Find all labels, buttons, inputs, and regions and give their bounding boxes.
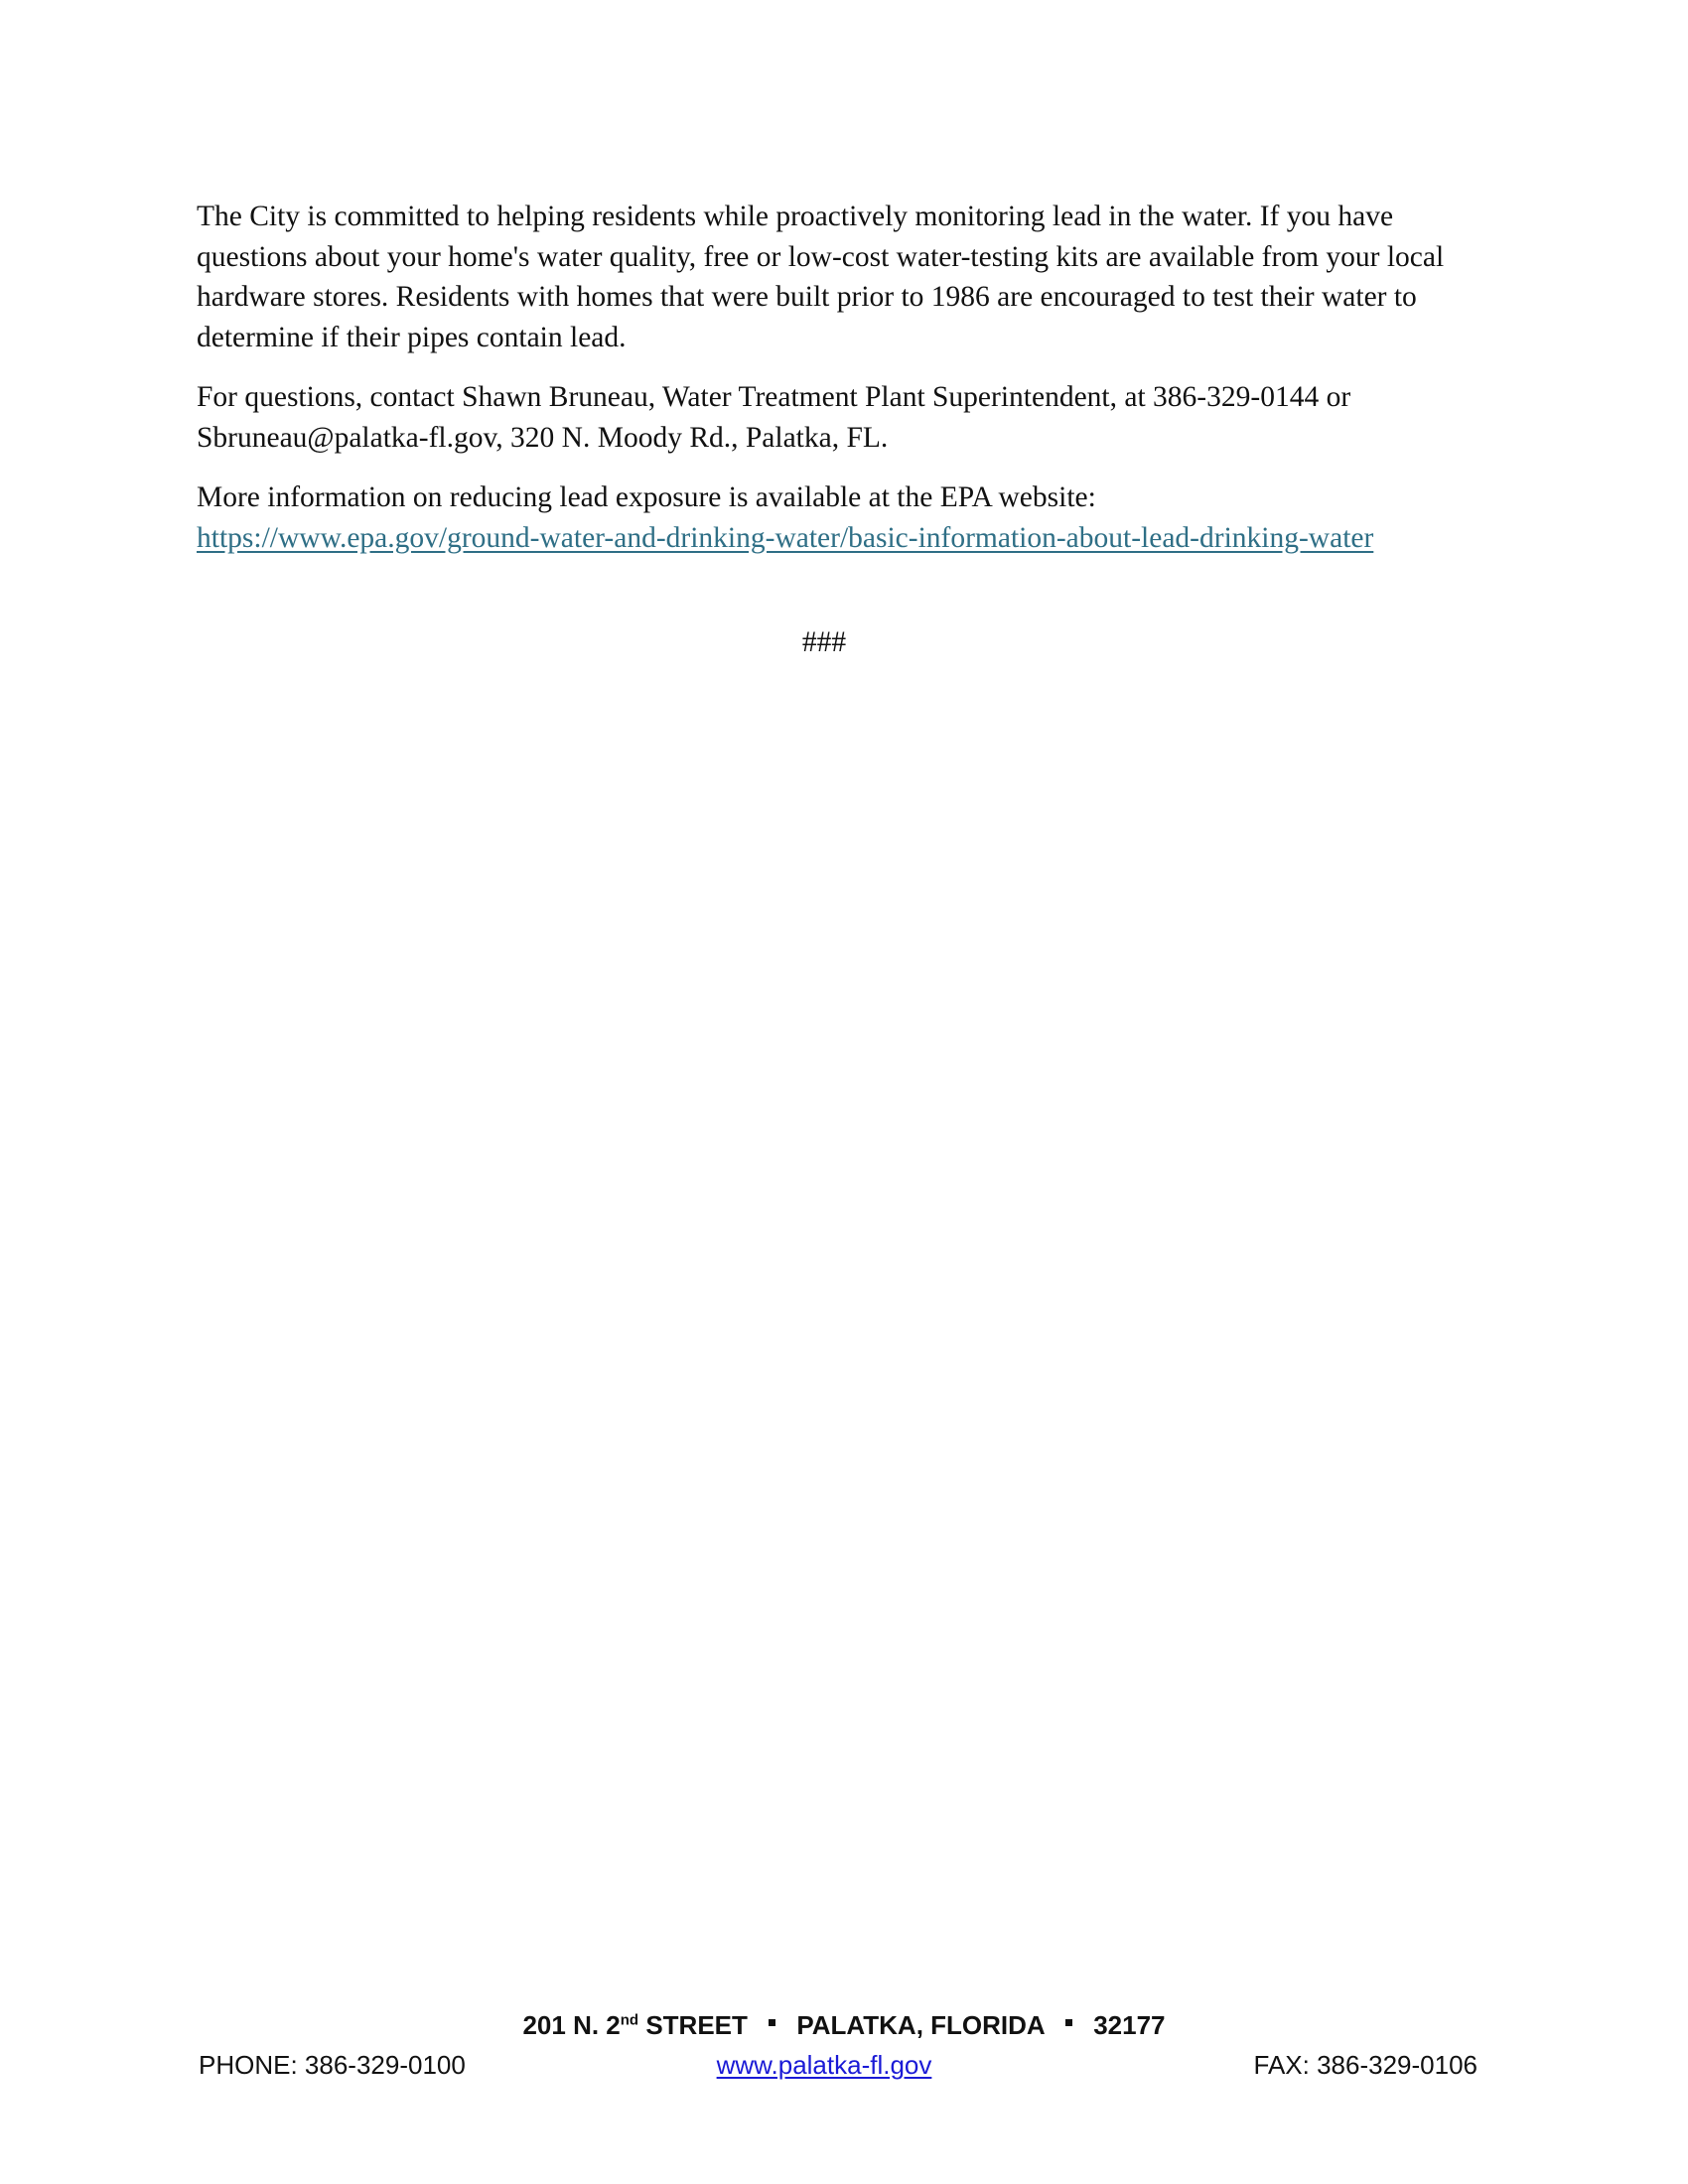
footer-address bbox=[0, 2007, 1688, 2043]
street-address-rest: STREET bbox=[638, 2010, 748, 2040]
bullet-separator-icon bbox=[769, 2019, 775, 2026]
footer-fax: FAX: 386-329-0106 bbox=[1253, 2050, 1477, 2080]
document-body bbox=[197, 197, 1477, 578]
paragraph-contact: For questions, contact Shawn Bruneau, Water Treatment Plant Superintendent, at 386-329-0144 or Sbruneau@palatka-fl.gov, 320 N. Moody Rd., Palatka, FL. bbox=[197, 381, 1351, 454]
epa-info-text: More information on reducing lead exposure is available at the EPA website: bbox=[197, 481, 1096, 513]
street-ordinal-suffix: nd bbox=[620, 2011, 639, 2029]
city-state: PALATKA, FLORIDA bbox=[796, 2010, 1045, 2040]
paragraph-lead-monitoring: The City is committed to helping residents while proactively monitoring lead in the water. If you have questions about your home's water quality, free or low-cost water-testing kits are available from your local hardware stores. Residents with homes that were built prior to 1986 are encouraged to test their water to determine if their pipes contain lead. bbox=[197, 201, 1445, 353]
epa-website-link[interactable]: https://www.epa.gov/ground-water-and-drinking-water/basic-information-about-lead-drinking-water bbox=[197, 521, 1374, 554]
street-address-prefix: 201 N. 2 bbox=[522, 2010, 621, 2040]
paragraph-epa-info bbox=[197, 478, 1477, 558]
footer-phone: PHONE: 386-329-0100 bbox=[199, 2050, 466, 2080]
bullet-separator-icon bbox=[1065, 2019, 1072, 2026]
zip-code: 32177 bbox=[1093, 2010, 1166, 2040]
footer-website-link[interactable]: www.palatka-fl.gov bbox=[716, 2050, 932, 2080]
end-marker: ### bbox=[801, 626, 847, 658]
